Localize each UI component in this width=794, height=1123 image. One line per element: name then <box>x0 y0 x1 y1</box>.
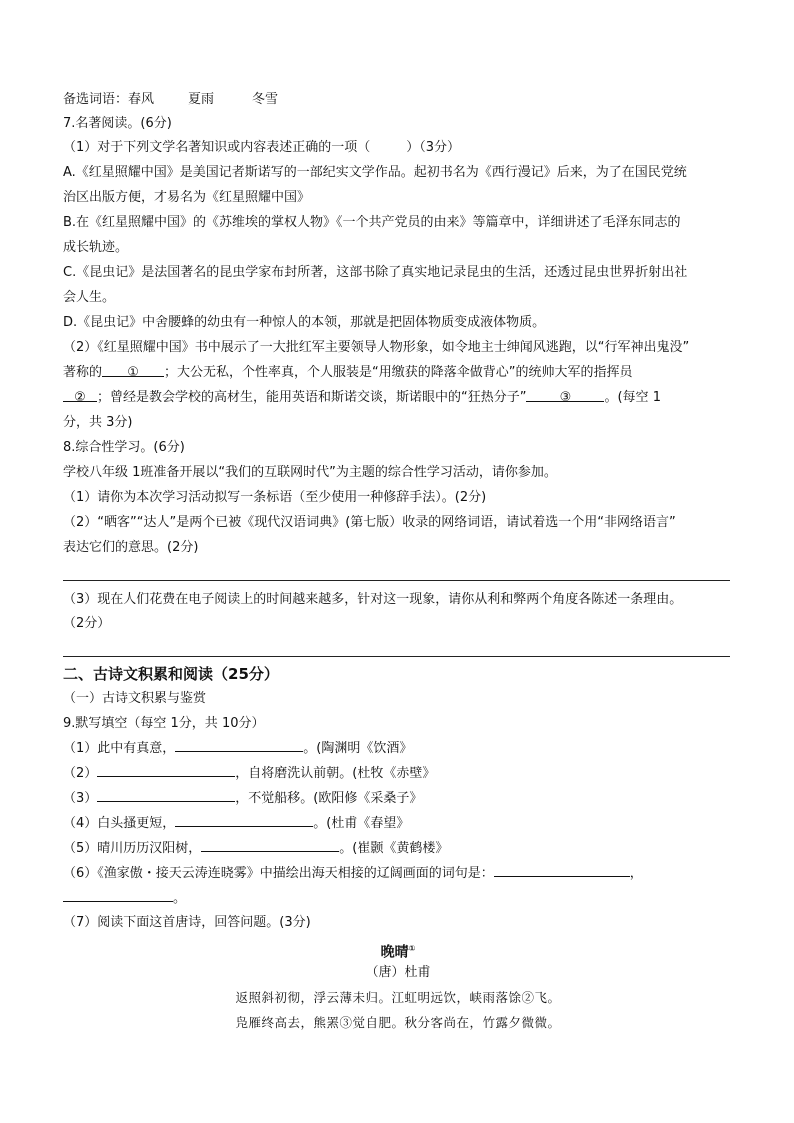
poem-title: 晚晴① <box>380 944 416 961</box>
section-2-part1: （一）古诗文积累与鉴赏 <box>63 691 207 706</box>
question-9-item5: （5）晴川历历汉阳树， 。(崔颢《黄鹤楼》 <box>63 837 733 859</box>
question-7-title: 7.名著阅读。(6分) <box>63 116 172 131</box>
answer-blank[interactable]: ③ <box>526 387 604 402</box>
question-8-sub3-line1: （3）现在人们花费在电子阅读上的时间越来越多，针对这一现象，请你从利和弊两个角度各陈述一条理由。 <box>63 592 683 607</box>
question-9-title: 9.默写填空（每空 1分，共 10分） <box>63 716 265 731</box>
answer-line[interactable] <box>63 580 730 581</box>
question-8-intro: 学校八年级 1班准备开展以“我们的互联网时代”为主题的综合性学习活动，请你参加。 <box>63 465 557 480</box>
answer-blank[interactable] <box>494 862 630 877</box>
word-options <box>63 89 733 111</box>
answer-line[interactable] <box>63 656 730 657</box>
option-word: 夏雨 <box>188 92 215 107</box>
question-8-sub1: （1）请你为本次学习活动拟写一条标语（至少使用一种修辞手法）。(2分) <box>63 490 487 505</box>
answer-blank[interactable]: ① <box>102 362 164 377</box>
question-9-item6-cont: 。 <box>63 887 733 909</box>
question-7-sub2-line1: （2）《红星照耀中国》书中展示了一大批红军主要领导人物形象，如令地主士绅闻风逃跑，以“行军神出鬼没” <box>63 340 690 355</box>
question-9-item1: （1）此中有真意， 。(陶渊明《饮酒》 <box>63 737 733 759</box>
poem-line-2: 凫雁终高去，熊罴③觉自肥。秋分客尚在，竹露夕微微。 <box>235 1015 561 1030</box>
question-8-sub2-line2: 表达它们的意思。(2分) <box>63 540 199 555</box>
question-8-title: 8.综合性学习。(6分) <box>63 440 185 455</box>
option-b-line1: B.在《红星照耀中国》的《苏维埃的掌权人物》《一个共产党员的由来》等篇章中，详细讲述了毛泽东同志的 <box>63 215 681 230</box>
option-c-line2: 会人生。 <box>63 290 116 305</box>
answer-blank[interactable] <box>175 737 303 752</box>
options-label: 备选词语： <box>63 92 129 107</box>
question-9-item3: （3） ，不觉船移。(欧阳修《采桑子》 <box>63 787 733 809</box>
question-8-sub3-line2: （2分） <box>63 616 111 631</box>
section-2-title: 二、古诗文积累和阅读（25分） <box>63 665 279 683</box>
poem-line-1: 返照斜初彻，浮云薄未归。江虹明远饮，峡雨落馀②飞。 <box>235 990 561 1005</box>
option-d: D.《昆虫记》中舍腰蜂的幼虫有一种惊人的本领，那就是把固体物质变成液体物质。 <box>63 315 546 330</box>
option-a-line2: 治区出版方便，才易名为《红星照耀中国》 <box>63 190 311 205</box>
answer-blank[interactable]: ② <box>63 387 97 402</box>
question-9-item6: （6）《渔家傲・接天云涛连晓雾》中描绘出海天相接的辽阔画面的词句是： ， <box>63 862 733 884</box>
question-7-sub2-line2: 著称的 ① ；大公无私，个性率真，个人服装是“用缴获的降落伞做背心”的统帅大军的指挥员 <box>63 362 733 384</box>
question-9-item2: （2） ，自将磨洗认前朝。(杜牧《赤壁》 <box>63 762 733 784</box>
question-9-item7: （7）阅读下面这首唐诗，回答问题。(3分) <box>63 915 311 930</box>
option-word: 春风 <box>128 92 155 107</box>
question-7-sub2-line4: 分，共 3分) <box>63 415 133 430</box>
option-c-line1: C.《昆虫记》是法国著名的昆虫学家布封所著，这部书除了真实地记录昆虫的生活，还透过昆虫世界折射出社 <box>63 265 688 280</box>
answer-blank[interactable] <box>97 787 235 802</box>
question-8-sub2-line1: （2）“晒客”“达人”是两个已被《现代汉语词典》(第七版）收录的网络词语，请试着选一个用“非网络语言” <box>63 515 676 530</box>
poem-author: （唐）杜甫 <box>365 965 431 980</box>
answer-blank[interactable] <box>175 812 313 827</box>
option-a-line1: A.《红星照耀中国》是美国记者斯诺写的一部纪实文学作品。起初书名为《西行漫记》后来，为了在国民党统 <box>63 165 687 180</box>
answer-blank[interactable] <box>63 887 173 902</box>
answer-blank[interactable] <box>97 762 235 777</box>
question-7-sub2-line3: ② ；曾经是教会学校的高材生，能用英语和斯诺交谈，斯诺眼中的“狂热分子” ③ 。(每空 1 <box>63 387 733 409</box>
question-7-sub1: （1）对于下列文学名著知识或内容表述正确的一项（ ）（3分） <box>63 140 461 155</box>
answer-blank[interactable] <box>201 837 339 852</box>
option-word: 冬雪 <box>252 92 279 107</box>
option-b-line2: 成长轨迹。 <box>63 240 129 255</box>
question-9-item4: （4）白头搔更短， 。(杜甫《春望》 <box>63 812 733 834</box>
